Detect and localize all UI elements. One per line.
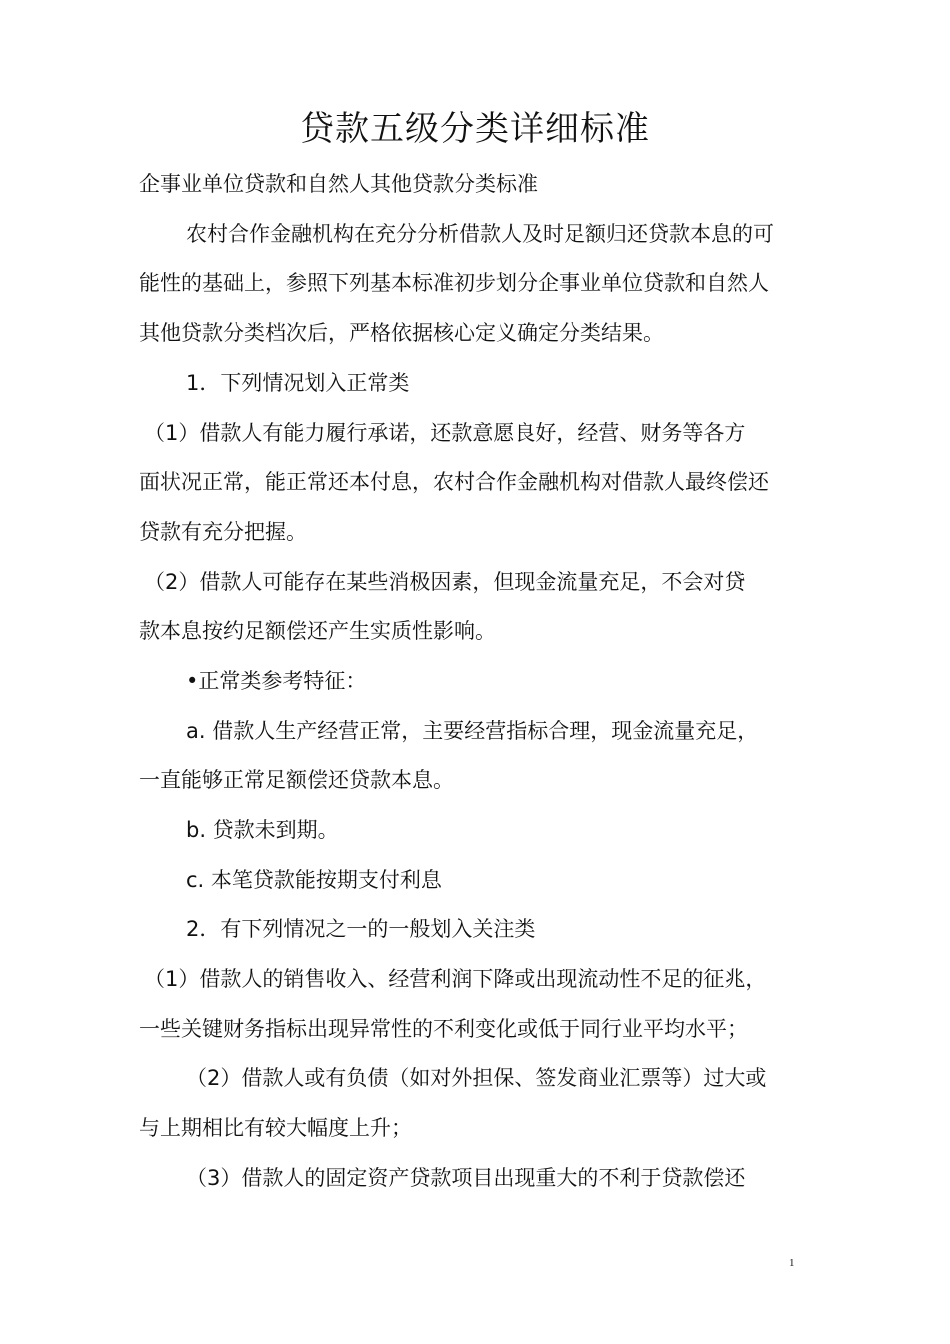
bullet-heading: •正常类参考特征： bbox=[186, 669, 367, 693]
paragraph-line: （2）借款人或有负债（如对外担保、签发商业汇票等）过大或 bbox=[186, 1066, 767, 1090]
paragraph-line: 贷款有充分把握。 bbox=[139, 520, 307, 544]
paragraph-line: （2）借款人可能存在某些消极因素，但现金流量充足，不会对贷 bbox=[144, 570, 746, 594]
document-title: 贷款五级分类详细标准 bbox=[300, 109, 650, 149]
paragraph-line: （1）借款人的销售收入、经营利润下降或出现流动性不足的征兆， bbox=[144, 967, 767, 991]
paragraph-line: 能性的基础上，参照下列基本标准初步划分企事业单位贷款和自然人 bbox=[139, 271, 769, 295]
section-heading: 企事业单位贷款和自然人其他贷款分类标准 bbox=[139, 172, 538, 196]
list-item: b. 贷款未到期。 bbox=[186, 818, 339, 842]
paragraph-line: 款本息按约足额偿还产生实质性影响。 bbox=[139, 619, 496, 643]
list-item-continuation: 一直能够正常足额偿还贷款本息。 bbox=[139, 768, 454, 792]
paragraph-line: 一些关键财务指标出现异常性的不利变化或低于同行业平均水平； bbox=[139, 1017, 748, 1041]
list-item: a. 借款人生产经营正常，主要经营指标合理，现金流量充足， bbox=[186, 719, 759, 743]
paragraph-line: 面状况正常，能正常还本付息，农村合作金融机构对借款人最终偿还 bbox=[139, 470, 769, 494]
paragraph-line: 与上期相比有较大幅度上升； bbox=[139, 1116, 412, 1140]
paragraph-line: （3）借款人的固定资产贷款项目出现重大的不利于贷款偿还 bbox=[186, 1166, 746, 1190]
list-item: c. 本笔贷款能按期支付利息 bbox=[186, 868, 442, 892]
subsection-heading: 1．下列情况划入正常类 bbox=[186, 371, 410, 395]
page-number: 1 bbox=[789, 1257, 795, 1269]
subsection-heading: 2．有下列情况之一的一般划入关注类 bbox=[186, 917, 536, 941]
paragraph-line: （1）借款人有能力履行承诺，还款意愿良好，经营、财务等各方 bbox=[144, 421, 746, 445]
paragraph-line: 其他贷款分类档次后，严格依据核心定义确定分类结果。 bbox=[139, 321, 664, 345]
paragraph-line: 农村合作金融机构在充分分析借款人及时足额归还贷款本息的可 bbox=[186, 222, 774, 246]
